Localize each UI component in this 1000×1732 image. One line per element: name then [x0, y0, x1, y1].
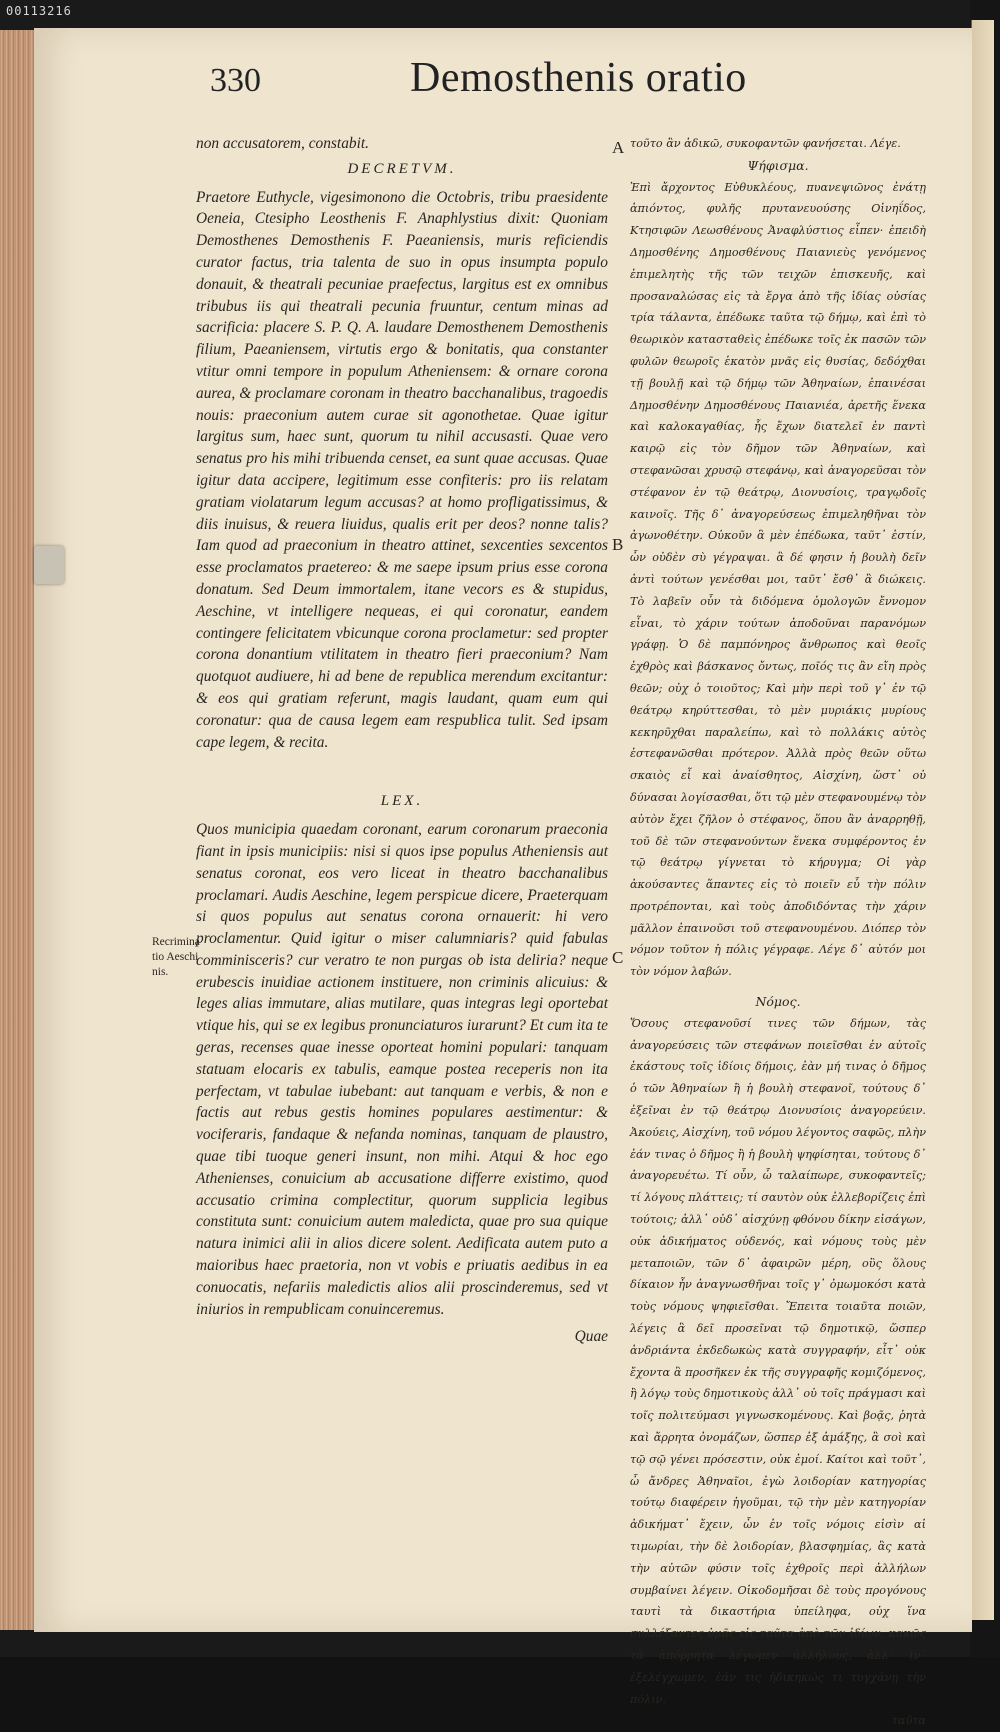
latin-column: [196, 133, 608, 1348]
margin-note: Recrimina tio Aeschi nis.: [152, 936, 200, 978]
facing-page-edge: [971, 20, 994, 1620]
latin-intro: non accusatorem, constabit.: [196, 135, 369, 152]
scan-id: 00113216: [6, 4, 72, 18]
greek-catchword: ταῦτα: [891, 1714, 926, 1728]
psephisma-text: Ἐπὶ ἄρχοντος Εὐθυκλέους, πυανεψιῶνος ἐνάτῃ ἀπιόντος, φυλῆς πρυτανευούσης Οἰνηΐδος, Κτησιφῶν Λεωσθένους Ἀναφλύστιος εἶπεν· ἐπειδὴ Δημοσθένης Δημοσθένους Παιανιεὺς γενόμενος ἐπιμελητὴς τῆς τῶν τειχῶν ἐπισκευῆς, καὶ προσαναλώσας εἰς τὰ ἔργα ἀπὸ τῆς ἰδίας οὐσίας τρία τάλαντα, ἐπέδωκε ταῦτα τῷ δήμῳ, καὶ ἐπὶ τὸ θεωρικὸν κατασταθεὶς ἐπέδωκε τοῖς ἐκ πασῶν τῶν φυλῶν θεωροῖς ἑκατὸν μνᾶς εἰς θυσίας, δεδόχθαι τῇ βουλῇ καὶ τῷ δήμῳ τῶν Ἀθηναίων, ἐπαινέσαι Δημοσθένην Δημοσθένους Παιανιέα, ἀρετῆς ἕνεκα καὶ καλοκαγαθίας, ἧς ἔχων διατελεῖ ἐν παντὶ καιρῷ εἰς τὸν δῆμον τῶν Ἀθηναίων, καὶ στεφανῶσαι χρυσῷ στεφάνῳ, καὶ ἀναγορεῦσαι τὸν στέφανον ἐν τῷ θεάτρῳ, Διονυσίοις, τραγῳδοῖς καινοῖς. Τῆς δ᾽ ἀναγορεύσεως ἐπιμεληθῆναι τὸν ἀγωνοθέτην. Οὐκοῦν ἃ μὲν ἐπέδωκα, ταῦτ᾽ ἐστίν, ὧν οὐδὲν σὺ γέγραψαι. ἃ δέ φησιν ἡ βουλὴ δεῖν ἀντὶ τούτων γενέσθαι μοι, ταῦτ᾽ ἔσθ᾽ ἃ διώκεις. Τὸ λαβεῖν οὖν τὰ διδόμενα ὁμολογῶν ἔννομον εἶναι, τὸ χάριν τούτων ἀποδοῦναι παρανόμων γράφῃ. Ὁ δὲ παμπόνηρος ἄνθρωπος καὶ θεοῖς ἐχθρὸς καὶ βάσκανος ὄντως, ποῖός τις ἂν εἴη πρὸς θεῶν; οὐχ ὁ τοιοῦτος; Καὶ μὴν περὶ τοῦ γ᾽ ἐν τῷ θεάτρῳ κηρύττεσθαι, τὸ μὲν μυριάκις μυρίους κεκηρῦχθαι παραλείπω, καὶ τὸ πολλάκις αὐτὸς ἐστεφανῶσθαι πρότερον. Ἀλλὰ πρὸς θεῶν οὕτω σκαιὸς εἶ καὶ ἀναίσθητος, Αἰσχίνη, ὥστ᾽ οὐ δύνασαι λογίσασθαι, ὅτι τῷ μὲν στεφανουμένῳ τὸν αὐτὸν ἔχει ζῆλον ὁ στέφανος, ὅπου ἂν ἀναρρηθῇ, τοῦ δὲ τῶν στεφανούντων ἕνεκα συμφέροντος ἐν τῷ θεάτρῳ γίγνεται τὸ κήρυγμα; Οἱ γὰρ ἀκούσαντες ἅπαντες εἰς τὸ ποιεῖν εὖ τὴν πόλιν προτρέπονται, καὶ τοὺς ἀποδιδόντας τὴν χάριν μᾶλλον ἐπαινοῦσι τοῦ στεφανουμένου. Διόπερ τὸν νόμον τοῦτον ἡ πόλις γέγραφε. Λέγε δ᾽ αὐτόν μοι τὸν νόμον λαβών.: [630, 180, 926, 979]
section-marker-a: A: [612, 138, 625, 157]
nomos-heading: Νόμος.: [755, 994, 801, 1010]
section-marker-c: C: [612, 948, 624, 967]
decree-text: Praetore Euthycle, vigesimonono die Octobris, tribu praesidente Oeneia, Ctesipho Leosthenis F. Anaphlystius dixit: Quoniam Demosthenes Demosthenis F. Paeaniensis, muris reficiendis curator factus, tria talenta de suo in opus insumpta populo donauit, & theatrali pecuniae praefectus, largitus est ex omnibus tribubus iis qui theatrali pecunia fruuntur, centum minas ad sacrificia: placere S. P. Q. A. laudare Demosthenem Demosthenis filium, Paeaniensem, virtutis ergo & bonitatis, qua constanter vtitur omni tempore in populum Atheniensem: & ornare corona aurea, & proclamare coronam in theatro bacchanalibus, tragoedis nouis: praeconium autem curae sit agonothetae. Quae igitur largitus sum, haec sunt, quorum tu nihil accusasti. Quae vero senatus pro his mihi tribuenda censet, ea sunt quae accusas. Quae igitur data accipere, legitimum esse confiteris: pro iis relatam gratiam violatarum legum accusas? at homo profligatissimus, & diis inuisus, & reuera liuidus, qualis erit per deos? nonne talis? Iam quod ad praeconium in theatro attinet, sexcenties sexcentos esse proclamatos praetereo: & me saepe ipsum prius esse corona donatum. Sed Deum immortalem, itane vecors es & stupidus, Aeschine, vt intelligere nequeas, ei qui coronatur, eandem contingere felicitatem vbicunque corona proclametur: sed propter corona donantium vtilitatem in theatro fieri praeconium? Nam quotquot audiuere, hi ad bene de republica merendum excitantur: & eos qui gratiam referunt, magis laudant, quam eum qui coronatur: qua de causa legem eam respublica tulit. Sed ipsam cape legem, & recita.: [196, 188, 608, 751]
lex-text: Quos municipia quaedam coronant, earum coronarum praeconia fiant in ipsis municipiis: nisi si quos ipse populus Atheniensis aut senatus coronat, eos vero liceat in theatro bacchanalibus proclamari. Audis Aeschine, legem perspicue dicere, Praeterquam si quos populus aut senatus corona ornauerit: hi vero proclamentur. Quid igitur o miser calumniaris? quid fabulas comminisceris? cur veratro te non purgas ob ista deliria? neque erubescis inuidiae actionem instituere, non criminis alicuius: & leges alias immutare, alias mutilare, quas integras legi oportebat vtique his, qui se ex legibus pronunciaturos iurarunt? Et cum ita te geras, recenses quae inesse oporteat homini populari: tanquam statuam elocaris ex tabulis, eamque postea receperis non ita perfectam, vt tabulae iubebant: aut tanquam e verbis, & non e factis aut rebus gestis homines populares aestimentur: & vociferaris, fandaque & nefanda nominas, tanquam de plaustro, quae tibi tuoque generi insunt, non mihi. Atqui & hoc ego Athenienses, conuicium ab accusatione differre existimo, quod accusatio crimina complectitur, quorum supplicia legibus constituta sunt: conuicium autem maledicta, quae pro sua quique natura inimici alii in alios dicere solent. Aedificata autem puto a maioribus haec praetoria, non vt vobis e priuatis aedibus in ea conuocatis, nefariis maledictis alios alii proscinderemus, sed vt iniurios in rempublicam conuinceremus.: [196, 821, 608, 1318]
lex-heading: LEX.: [380, 793, 424, 810]
running-title: Demosthenis oratio: [410, 55, 747, 101]
nomos-text: Ὅσους στεφανοῦσί τινες τῶν δήμων, τὰς ἀναγορεύσεις τῶν στεφάνων ποιεῖσθαι ἐν αὐτοῖς ἑκάστους τοῖς ἰδίοις δήμοις, ἐὰν μή τινας ὁ δῆμος ὁ τῶν Ἀθηναίων ἢ ἡ βουλὴ στεφανοῖ, τούτους δ᾽ ἐξεῖναι ἐν τῷ θεάτρῳ Διονυσίοις ἀναγορεύειν. Ἀκούεις, Αἰσχίνη, τοῦ νόμου λέγοντος σαφῶς, πλὴν ἐάν τινας ὁ δῆμος ἢ ἡ βουλὴ ψηφίσηται, τούτους δ᾽ ἀναγορευέτω. Τί οὖν, ὦ ταλαίπωρε, συκοφαντεῖς; τί λόγους πλάττεις; τί σαυτὸν οὐκ ἐλλεβορίζεις ἐπὶ τούτοις; ἀλλ᾽ οὐδ᾽ αἰσχύνῃ φθόνου δίκην εἰσάγων, οὐκ ἀδικήματος οὐδενός, καὶ νόμους τοὺς μὲν μεταποιῶν, τῶν δ᾽ ἀφαιρῶν μέρη, οὓς ὅλους δίκαιον ἦν ἀναγνωσθῆναι τοῖς γ᾽ ὀμωμοκόσι κατὰ τοὺς νόμους ψηφιεῖσθαι. Ἔπειτα τοιαῦτα ποιῶν, λέγεις ἃ δεῖ προσεῖναι τῷ δημοτικῷ, ὥσπερ ἀνδριάντα ἐκδεδωκὼς κατὰ συγγραφήν, εἶτ᾽ οὐκ ἔχοντα ἃ προσῆκεν ἐκ τῆς συγγραφῆς κομιζόμενος, ἢ λόγῳ τοὺς δημοτικοὺς ἀλλ᾽ οὐ τοῖς πράγμασι καὶ τοῖς πολιτεύμασι γιγνωσκομένους. Καὶ βοᾷς, ῥητὰ καὶ ἄρρητα ὀνομάζων, ὥσπερ ἐξ ἁμάξης, ἃ σοὶ καὶ τῷ σῷ γένει πρόσεστιν, οὐκ ἐμοί. Καίτοι καὶ τοῦτ᾽, ὦ ἄνδρες Ἀθηναῖοι, ἐγὼ λοιδορίαν κατηγορίας τούτῳ διαφέρειν ἡγοῦμαι, τῷ τὴν μὲν κατηγορίαν ἀδικήματ᾽ ἔχειν, ὧν ἐν τοῖς νόμοις εἰσὶν αἱ τιμωρίαι, τὴν δὲ λοιδορίαν, βλασφημίας, ἃς κατὰ τὴν αὐτῶν φύσιν τοῖς ἐχθροῖς περὶ ἀλλήλων συμβαίνει λέγειν. Οἰκοδομῆσαι δὲ τοὺς προγόνους ταυτὶ τὰ δικαστήρια ὑπείληφα, οὐχ ἵνα συλλέξαντες ὑμᾶς εἰς ταῦτα ἀπὸ τῶν ἰδίων, κακῶς τὰ ἀπόρρητα λέγωμεν ἀλλήλους, ἀλλ᾽ ἵν᾽ ἐξελέγχωμεν, ἐάν τις ἠδικηκώς τι τυγχάνῃ τὴν πόλιν.: [630, 1016, 926, 1706]
greek-column: [630, 133, 926, 1732]
psephisma-heading: Ψήφισμα.: [747, 157, 809, 173]
page-edges: [0, 30, 34, 1630]
latin-catchword: Quae: [574, 1328, 608, 1346]
decree-heading: DECRETVM.: [347, 160, 457, 177]
section-marker-b: B: [612, 535, 624, 554]
greek-intro: τοῦτο ἂν ἀδικῶ, συκοφαντῶν φανήσεται. Λέγε.: [630, 137, 901, 150]
page-number: 330: [210, 62, 261, 99]
page-clip: [34, 546, 64, 584]
